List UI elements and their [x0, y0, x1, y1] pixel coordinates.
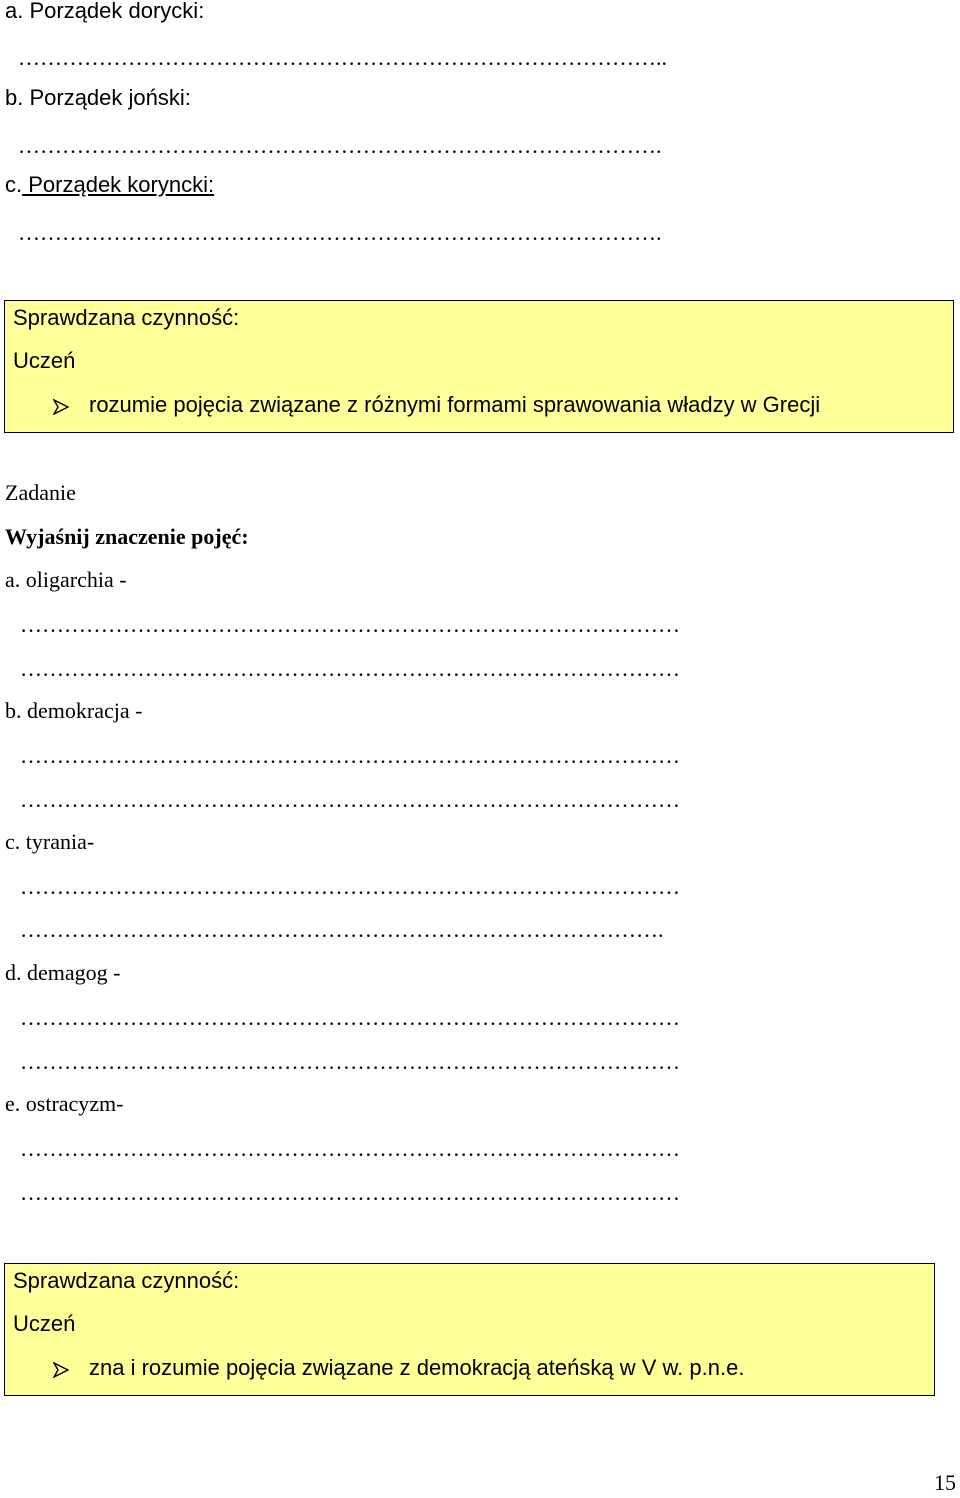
arrow-bullet-icon: [53, 399, 69, 415]
term-democracy-line-1: ………………………………………………………………………………: [20, 743, 680, 768]
arrow-bullet-icon: [53, 1362, 69, 1378]
ionic-order-label: b. Porządek joński:: [5, 85, 191, 110]
skill-box-1-item-text: rozumie pojęcia związane z różnymi formami sprawowania władzy w Grecji: [89, 392, 821, 417]
term-democracy-line-2: ………………………………………………………………………………: [20, 787, 680, 812]
skill-box-2: [4, 1263, 935, 1396]
doric-order-label: a. Porządek dorycki:: [5, 0, 205, 23]
term-oligarchy-line-1: ………………………………………………………………………………: [20, 612, 680, 637]
skill-box-1-title: Sprawdzana czynność:: [13, 305, 240, 330]
term-oligarchy-line-2: ………………………………………………………………………………: [20, 656, 680, 681]
ionic-answer-line: …………………………………………………………………………….: [18, 133, 662, 158]
skill-box-1-student: Uczeń: [13, 348, 76, 373]
term-ostracism-line-2: ………………………………………………………………………………: [20, 1180, 680, 1205]
page-number: 15: [934, 1470, 956, 1495]
corinthian-order-label: [5, 172, 214, 198]
term-demagogue-line-1: ………………………………………………………………………………: [20, 1005, 680, 1030]
term-ostracism-line-1: ………………………………………………………………………………: [20, 1136, 680, 1161]
corinthian-answer-line: …………………………………………………………………………….: [18, 220, 662, 245]
corinthian-prefix: c.: [5, 172, 23, 197]
term-tyranny-line-2: …………………………………………………………………………….: [20, 917, 664, 942]
skill-box-2-item-text: zna i rozumie pojęcia związane z demokracją ateńską w V w. p.n.e.: [89, 1355, 745, 1380]
skill-box-2-student: Uczeń: [13, 1311, 76, 1336]
corinthian-label: Porządek koryncki:: [22, 172, 215, 197]
term-democracy-label: b. demokracja -: [5, 698, 143, 723]
doric-answer-line: ……………………………………………………………………………..: [18, 45, 667, 70]
term-demagogue-label: d. demagog -: [5, 960, 121, 985]
skill-box-2-title: Sprawdzana czynność:: [13, 1268, 240, 1293]
skill-box-1-item: [53, 392, 820, 418]
skill-box-1: [4, 300, 954, 433]
term-demagogue-line-2: ………………………………………………………………………………: [20, 1049, 680, 1074]
task-label: Zadanie: [5, 480, 76, 505]
term-ostracism-label: e. ostracyzm-: [5, 1091, 124, 1116]
term-tyranny-line-1: ………………………………………………………………………………: [20, 874, 680, 899]
skill-box-2-item: [53, 1355, 744, 1381]
term-oligarchy-label: a. oligarchia -: [5, 567, 127, 592]
term-tyranny-label: c. tyrania-: [5, 829, 95, 854]
task-instruction: Wyjaśnij znaczenie pojęć:: [5, 524, 249, 549]
